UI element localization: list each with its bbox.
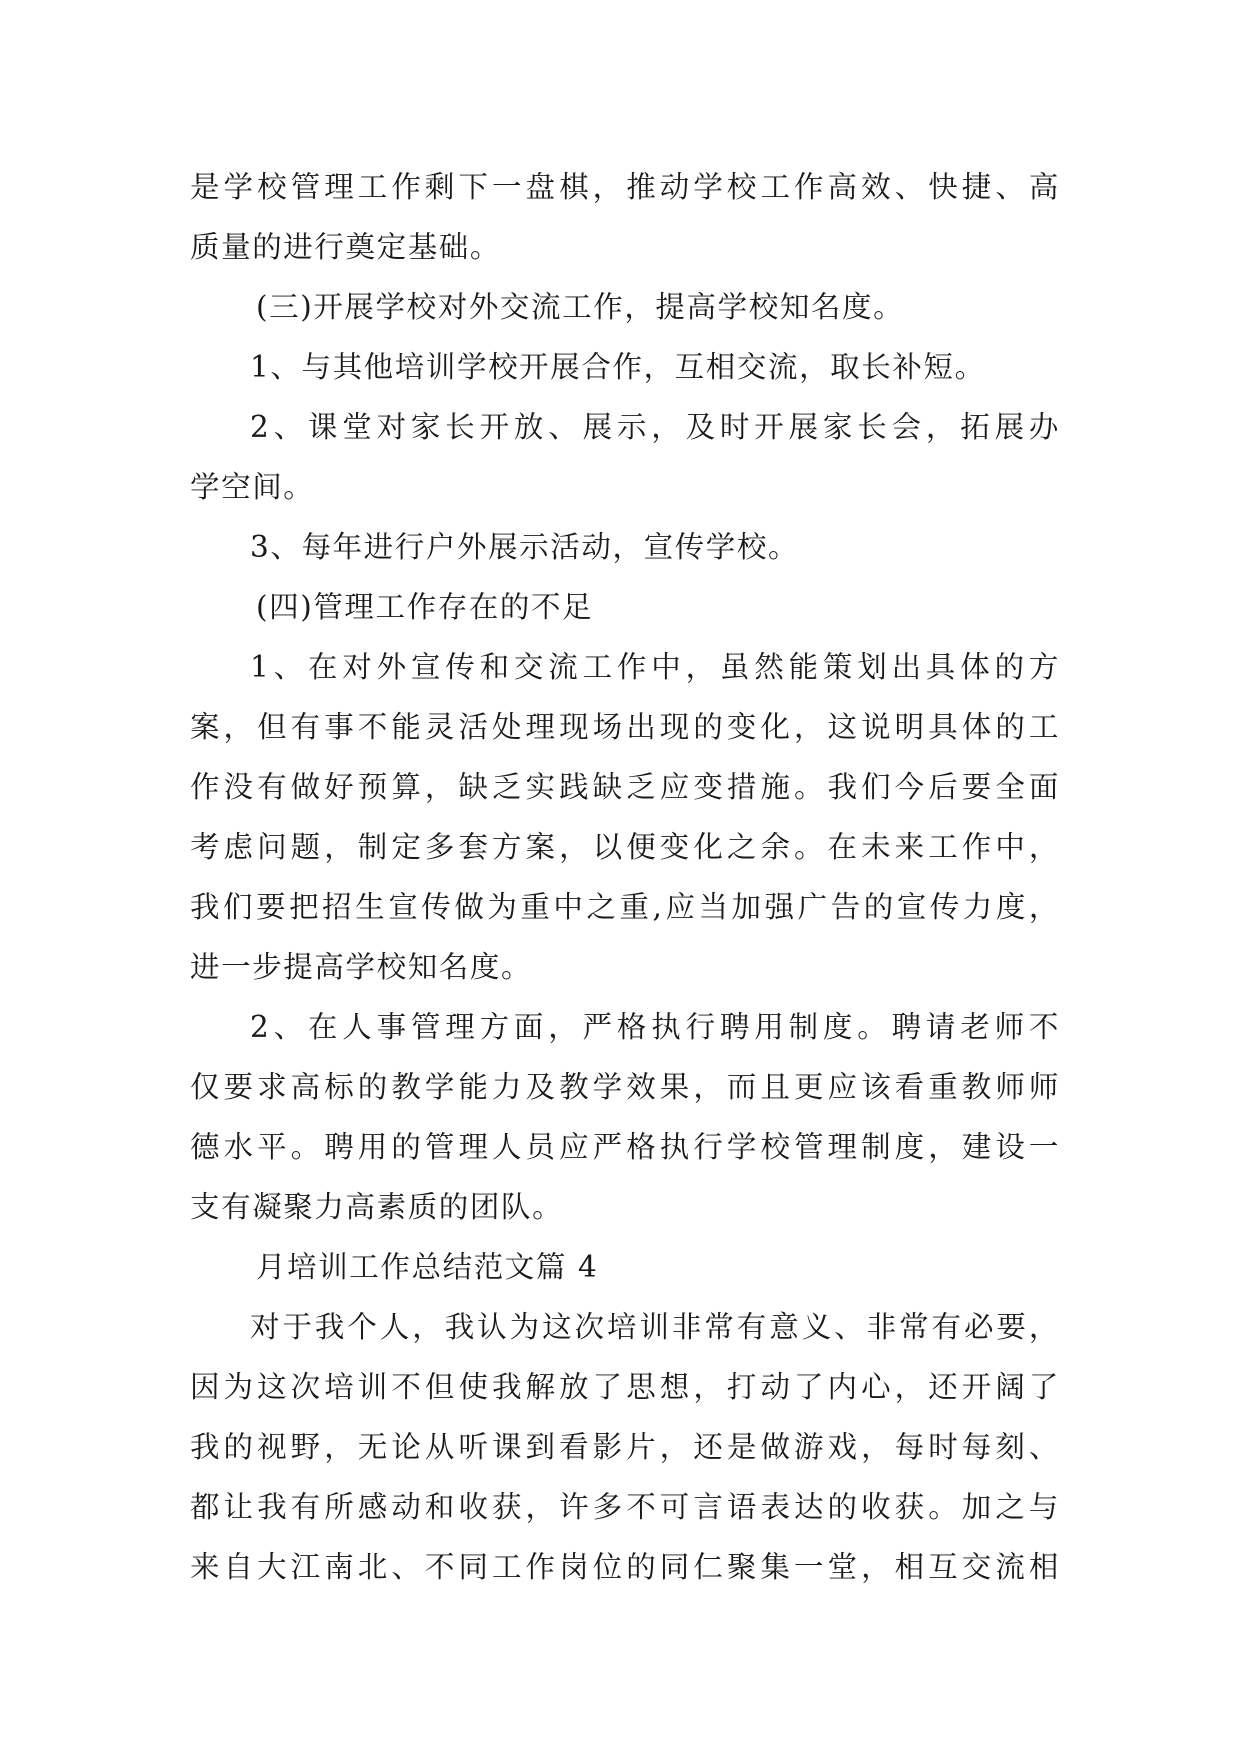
- section-heading: (三)开展学校对外交流工作，提高学校知名度。: [256, 290, 905, 324]
- text-line: 都让我有所感动和收获，许多不可言语表达的收获。加之与: [190, 1490, 1060, 1524]
- text-line: 考虑问题，制定多套方案，以便变化之余。在未来工作中，: [190, 830, 1060, 864]
- text-line: 1、与其他培训学校开展合作，互相交流，取长补短。: [250, 350, 986, 384]
- text-line: 我的视野，无论从听课到看影片，还是做游戏，每时每刻、: [190, 1430, 1060, 1464]
- document-body: [190, 157, 1060, 1597]
- text-line: 1、在对外宣传和交流工作中，虽然能策划出具体的方: [250, 650, 1060, 684]
- section-heading: 月培训工作总结范文篇 4: [256, 1250, 599, 1284]
- text-line: 来自大江南北、不同工作岗位的同仁聚集一堂，相互交流相: [190, 1550, 1060, 1584]
- text-line: 作没有做好预算，缺乏实践缺乏应变措施。我们今后要全面: [190, 770, 1060, 804]
- text-line: 案，但有事不能灵活处理现场出现的变化，这说明具体的工: [190, 710, 1060, 744]
- text-line: 我们要把招生宣传做为重中之重,应当加强广告的宣传力度，: [190, 890, 1060, 924]
- text-line: 支有凝聚力高素质的团队。: [190, 1190, 564, 1224]
- text-line: 仅要求高标的教学能力及教学效果，而且更应该看重教师师: [190, 1070, 1060, 1104]
- text-line: 对于我个人，我认为这次培训非常有意义、非常有必要，: [250, 1310, 1060, 1344]
- text-line: 进一步提高学校知名度。: [190, 950, 533, 984]
- text-line: 2、在人事管理方面，严格执行聘用制度。聘请老师不: [250, 1010, 1060, 1044]
- section-heading: (四)管理工作存在的不足: [256, 590, 594, 624]
- text-line: 因为这次培训不但使我解放了思想，打动了内心，还开阔了: [190, 1370, 1060, 1404]
- text-line: 学空间。: [190, 470, 315, 504]
- text-line: 2、课堂对家长开放、展示，及时开展家长会，拓展办: [250, 410, 1060, 444]
- text-line: 是学校管理工作剩下一盘棋，推动学校工作高效、快捷、高: [190, 170, 1060, 204]
- text-line: 质量的进行奠定基础。: [190, 230, 502, 264]
- text-line: 3、每年进行户外展示活动，宣传学校。: [250, 530, 800, 564]
- text-line: 德水平。聘用的管理人员应严格执行学校管理制度，建设一: [190, 1130, 1060, 1164]
